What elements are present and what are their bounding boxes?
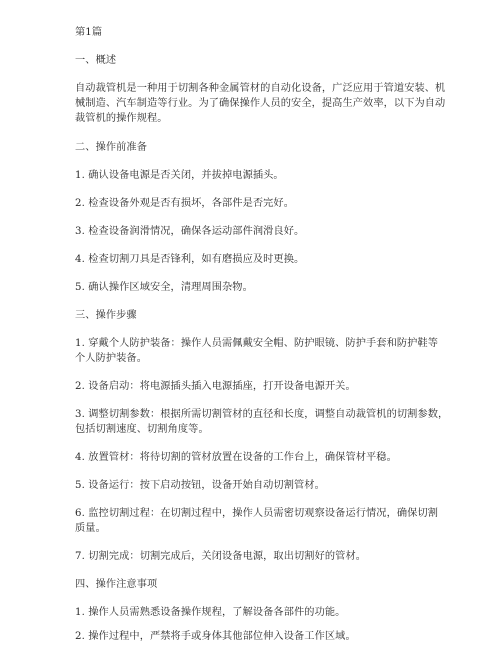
notes-item: 1. 操作人员需熟悉设备操作规程，了解设备各部件的功能。 <box>75 607 346 618</box>
section-heading-notes: 四、操作注意事项 <box>75 579 158 590</box>
overview-paragraph-line: 自动裁管机是一种用于切割各种金属管材的自动化设备，广泛应用于管道安装、机 <box>75 83 446 94</box>
step-item-line: 1. 穿戴个人防护装备：操作人员需佩戴安全帽、防护眼镜、防护手套和防护鞋等 <box>75 338 439 349</box>
step-item: 2. 设备启动：将电源插头插入电源插座，打开设备电源开关。 <box>75 381 356 392</box>
preparation-item: 3. 检查设备润滑情况，确保各运动部件润滑良好。 <box>75 226 305 237</box>
notes-item: 2. 操作过程中，严禁将手或身体其他部位伸入设备工作区域。 <box>75 631 356 642</box>
step-item-line: 质量。 <box>75 523 106 534</box>
preparation-item: 4. 检查切割刀具是否锋利，如有磨损应及时更换。 <box>75 254 305 265</box>
step-item-line: 个人防护装备。 <box>75 353 148 364</box>
step-item: 5. 设备运行：按下启动按钮，设备开始自动切割管材。 <box>75 480 325 491</box>
section-heading-preparation: 二、操作前准备 <box>75 142 148 153</box>
overview-paragraph-line: 械制造、汽车制造等行业。为了确保操作人员的安全，提高生产效率，以下为自动 <box>75 98 446 109</box>
preparation-item: 1. 确认设备电源是否关闭，并拔掉电源插头。 <box>75 170 284 181</box>
section-heading-overview: 一、概述 <box>75 55 117 66</box>
step-item: 4. 放置管材：将待切割的管材放置在设备的工作台上，确保管材平稳。 <box>75 452 397 463</box>
preparation-item: 5. 确认操作区域安全，清理周围杂物。 <box>75 282 253 293</box>
step-item: 7. 切割完成：切割完成后，关闭设备电源，取出切割好的管材。 <box>75 551 367 562</box>
step-item-line: 3. 调整切割参数：根据所需切割管材的直径和长度，调整自动裁管机的切割参数， <box>75 409 449 420</box>
section-heading-steps: 三、操作步骤 <box>75 310 137 321</box>
document-title: 第1篇 <box>75 27 103 38</box>
step-item-line: 包括切割速度、切割角度等。 <box>75 424 209 435</box>
step-item-line: 6. 监控切割过程：在切割过程中，操作人员需密切观察设备运行情况，确保切割 <box>75 508 439 519</box>
overview-paragraph-line: 裁管机的操作规程。 <box>75 113 168 124</box>
preparation-item: 2. 检查设备外观是否有损坏，各部件是否完好。 <box>75 198 295 209</box>
